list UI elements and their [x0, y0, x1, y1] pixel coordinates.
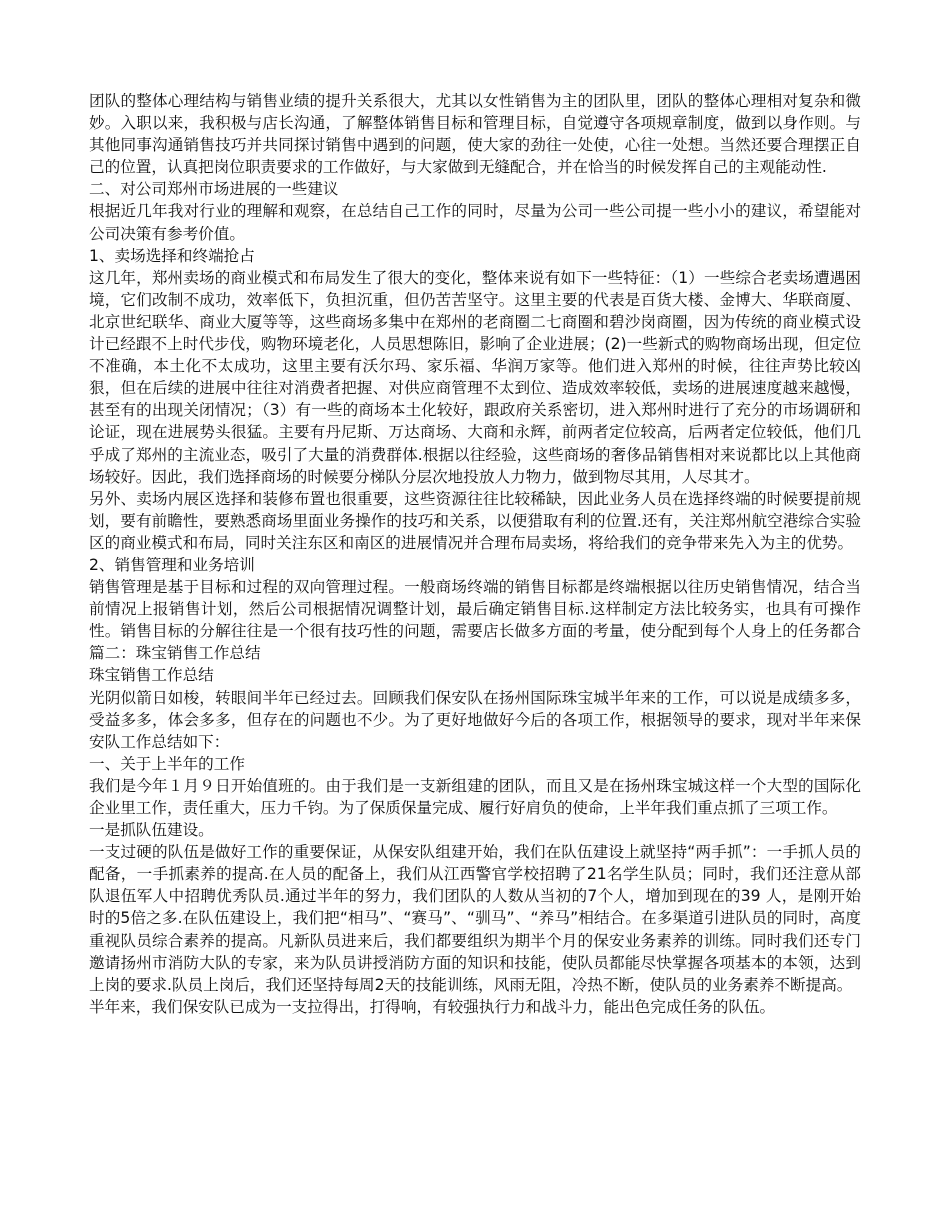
document-body — [89, 90, 861, 1018]
paragraph-half-year-intro: 光阴似箭日如梭，转眼间半年已经过去。回顾我们保安队在扬州国际珠宝城半年来的工作，可以说是成绩多多，受益多多，体会多多，但存在的问题也不少。为了更好地做好今后的各项工作，根据领导的要求，现对半年来保安队工作总结如下： — [89, 688, 861, 751]
subheading-market-selection: 1、卖场选择和终端抢占 — [89, 246, 255, 265]
paragraph-sales-management: 销售管理是基于目标和过程的双向管理过程。一般商场终端的销售目标都是终端根据以往历史销售情况，结合当前情况上报销售计划，然后公司根据情况调整计划，最后确定销售目标.这样制定方法比较务实，也具有可操作性。销售目标的分解往往是一个很有技巧性的问题，需要店长做多方面的考量，使分配到每个人身上的任务都合篇二：珠宝销售工作总结 — [89, 578, 861, 663]
subheading-team-building: 一是抓队伍建设。 — [89, 821, 214, 840]
subheading-sales-management: 2、销售管理和业务培训 — [89, 555, 255, 574]
paragraph-suggestions-intro: 根据近几年我对行业的理解和观察，在总结自己工作的同时，尽量为公司一些公司提一些小小的建议，希望能对公司决策有参考价值。 — [89, 202, 861, 243]
paragraph-exhibition-area: 另外、卖场内展区选择和装修布置也很重要，这些资源往往比较稀缺，因此业务人员在选择终端的时候要提前规划，要有前瞻性，要熟悉商场里面业务操作的技巧和关系，以便猎取有利的位置.还有，关注郑州航空港综合实验区的商业模式和布局，同时关注东区和南区的进展情况并合理布局卖场，将给我们的竞争带来先入为主的优势。 — [89, 489, 861, 552]
section-heading-first-half: 一、关于上半年的工作 — [89, 754, 245, 773]
paragraph-team-psychology: 团队的整体心理结构与销售业绩的提升关系很大，尤其以女性销售为主的团队里，团队的整体心理相对复杂和微妙。入职以来，我积极与店长沟通，了解整体销售目标和管理目标，自觉遵守各项规章制度，做到以身作则。与其他同事沟通销售技巧并共同探讨销售中遇到的问题，使大家的劲往一处使，心往一处想。当然还要合理摆正自己的位置，认真把岗位职责要求的工作做好，与大家做到无缝配合，并在恰当的时候发挥自己的主观能动性. — [89, 92, 861, 177]
paragraph-duty-start: 我们是今年１月９日开始值班的。由于我们是一支新组建的团队，而且又是在扬州珠宝城这样一个大型的国际化企业里工作，责任重大，压力千钧。为了保质保量完成、履行好肩负的使命，上半年我们重点抓了三项工作。 — [89, 776, 861, 817]
paragraph-market-features: 这几年，郑州卖场的商业模式和布局发生了很大的变化，整体来说有如下一些特征：（1）一些综合老卖场遭遇困境，它们改制不成功，效率低下，负担沉重，但仍苦苦坚守。这里主要的代表是百货大楼、金博大、华联商厦、北京世纪联华、商业大厦等等，这些商场多集中在郑州的老商圈二七商圈和碧沙岗商圈，因为传统的商业模式设计已经跟不上时代步伐，购物环境老化，人员思想陈旧，影响了企业进展；(2)一些新式的购物商场出现，但定位不准确，本土化不太成功，这里主要有沃尔玛、家乐福、华润万家等。他们进入郑州的时候，往往声势比较凶狠，但在后续的进展中往往对消费者把握、对供应商管理不太到位、造成效率较低，卖场的进展速度越来越慢，甚至有的出现关闭情况；（3）有一些的商场本土化较好，跟政府关系密切，进入郑州时进行了充分的市场调研和论证，现在进展势头很猛。主要有丹尼斯、万达商场、大商和永辉，前两者定位较高，后两者定位较低，他们几乎成了郑州的主流业态，吸引了大量的消费群体.根据以往经验，这些商场的奢侈品销售相对来说都比以上其他商场较好。因此，我们选择商场的时候要分梯队分层次地投放人力物力，做到物尽其用，人尽其才。 — [89, 268, 861, 486]
paragraph-team-building: 一支过硬的队伍是做好工作的重要保证，从保安队组建开始，我们在队伍建设上就坚持“两手抓”：一手抓人员的配备，一手抓素养的提高.在人员的配备上，我们从江西警官学校招聘了21名学生队员；同时，我们还注意从部队退伍军人中招聘优秀队员.通过半年的努力，我们团队的人数从当初的7个人，增加到现在的39 人，是刚开始时的5倍之多.在队伍建设上，我们把“相马”、“赛马”、“驯马”、“养马”相结合。在多渠道引进队员的同时，高度重视队员综合素养的提高。凡新队员进来后，我们都要组织为期半个月的保安业务素养的训练。同时我们还专门邀请扬州市消防大队的专家，来为队员讲授消防方面的知识和技能，使队员都能尽快掌握各项基本的本领，达到上岗的要求.队员上岗后，我们还坚持每周2天的技能训练，风雨无阻，冷热不断，使队员的业务素养不断提高。 — [89, 843, 861, 994]
article-title-jewelry-summary: 珠宝销售工作总结 — [89, 666, 214, 685]
section-heading-suggestions: 二、对公司郑州市场进展的一些建议 — [89, 180, 339, 199]
paragraph-half-year-result: 半年来，我们保安队已成为一支拉得出，打得响，有较强执行力和战斗力，能出色完成任务的队伍。 — [89, 997, 776, 1016]
